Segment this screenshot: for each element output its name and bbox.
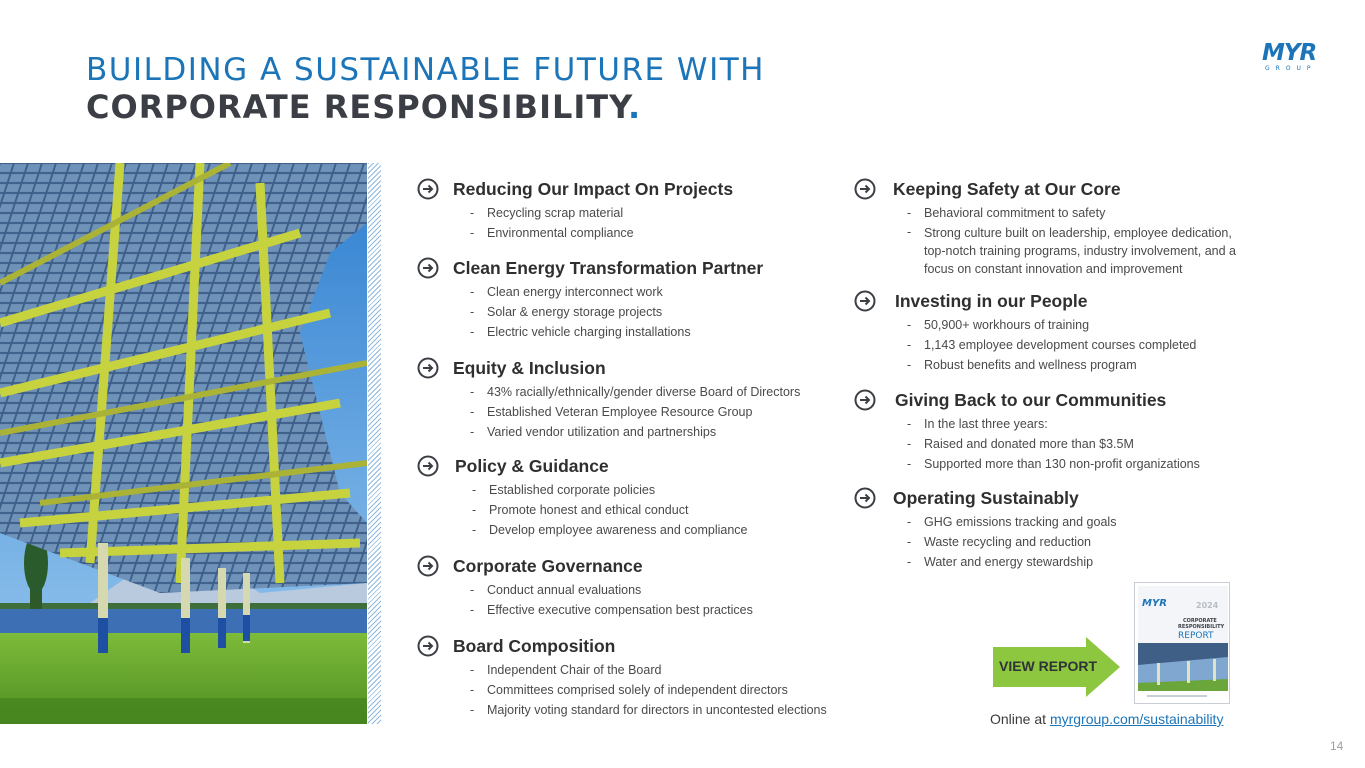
bullet-list xyxy=(470,580,753,620)
page-title-line1: BUILDING A SUSTAINABLE FUTURE WITH xyxy=(86,52,765,88)
list-item: - Robust benefits and wellness program xyxy=(907,355,1196,375)
list-item: - Promote honest and ethical conduct xyxy=(472,500,747,520)
logo-mark: MYR xyxy=(1262,40,1317,66)
list-item: - Environmental compliance xyxy=(470,223,733,243)
section-operating-sustainably xyxy=(854,486,1116,572)
circle-arrow-icon xyxy=(417,635,439,657)
section-corporate-governance xyxy=(417,554,753,620)
thumb-title-line1: CORPORATE xyxy=(1183,618,1217,624)
section-title: Investing in our People xyxy=(895,290,1088,311)
thumb-logo: MYR xyxy=(1142,598,1167,609)
list-item: - Solar & energy storage projects xyxy=(470,302,763,322)
circle-arrow-icon xyxy=(417,555,439,577)
bullet-list xyxy=(470,203,733,243)
circle-arrow-icon xyxy=(854,178,876,200)
section-board-composition xyxy=(417,634,827,720)
circle-arrow-icon xyxy=(417,257,439,279)
bullet-list xyxy=(907,315,1196,375)
section-people xyxy=(854,289,1196,375)
section-title: Equity & Inclusion xyxy=(453,357,606,378)
list-item: - Majority voting standard for directors in uncontested elections xyxy=(470,700,827,720)
myr-group-logo xyxy=(1262,42,1324,72)
thumb-year: 2024 xyxy=(1196,601,1219,610)
bullet-list xyxy=(907,512,1116,572)
thumb-title-line2: RESPONSIBILITY xyxy=(1178,624,1225,630)
circle-arrow-icon xyxy=(417,178,439,200)
section-equity-inclusion xyxy=(417,356,800,442)
circle-arrow-icon xyxy=(854,487,876,509)
section-title: Reducing Our Impact On Projects xyxy=(453,178,734,199)
page-title-line2 xyxy=(86,88,641,126)
section-communities xyxy=(854,388,1200,474)
list-item: - Independent Chair of the Board xyxy=(470,660,827,680)
list-item: - Committees comprised solely of independent directors xyxy=(470,680,827,700)
list-item: - Conduct annual evaluations xyxy=(470,580,753,600)
page-title-emphasis: CORPORATE RESPONSIBILITY xyxy=(86,88,628,126)
section-title: Keeping Safety at Our Core xyxy=(893,178,1121,199)
decorative-hatch-strip xyxy=(368,163,381,724)
view-report-button[interactable]: VIEW REPORT xyxy=(998,658,1097,674)
online-prefix: Online at xyxy=(990,711,1050,727)
list-item: - Behavioral commitment to safety xyxy=(907,203,1252,223)
section-title: Operating Sustainably xyxy=(893,487,1079,508)
list-item: - Electric vehicle charging installations xyxy=(470,322,763,342)
list-item: - Varied vendor utilization and partnerships xyxy=(470,422,800,442)
list-item: - Effective executive compensation best practices xyxy=(470,600,753,620)
section-clean-energy xyxy=(417,256,763,342)
list-item: - In the last three years: xyxy=(907,414,1200,434)
section-title: Corporate Governance xyxy=(453,555,643,576)
section-title: Policy & Guidance xyxy=(455,455,609,476)
list-item: - Strong culture built on leadership, employee dedication, top-notch training programs, industry involvement, and a focus on constant innovation and improvement xyxy=(907,223,1252,278)
section-title: Board Composition xyxy=(453,635,616,656)
bullet-list xyxy=(470,282,763,342)
circle-arrow-icon xyxy=(417,455,439,477)
list-item: - Established Veteran Employee Resource Group xyxy=(470,402,800,422)
circle-arrow-icon xyxy=(417,357,439,379)
section-safety xyxy=(854,177,1252,278)
logo-subtext: GROUP xyxy=(1265,65,1317,72)
bullet-list xyxy=(472,480,747,540)
list-item: - 43% racially/ethnically/gender diverse Board of Directors xyxy=(470,382,800,402)
solar-canopy-photo xyxy=(0,163,367,724)
list-item: - Develop employee awareness and compliance xyxy=(472,520,747,540)
list-item: - GHG emissions tracking and goals xyxy=(907,512,1116,532)
sustainability-link[interactable]: myrgroup.com/sustainability xyxy=(1049,711,1224,727)
section-title: Clean Energy Transformation Partner xyxy=(453,257,764,278)
page-number: 14 xyxy=(1330,739,1344,753)
circle-arrow-icon xyxy=(854,389,876,411)
bullet-list xyxy=(470,382,800,442)
bullet-list xyxy=(907,414,1200,474)
section-title: Giving Back to our Communities xyxy=(895,389,1167,410)
list-item: - Raised and donated more than $3.5M xyxy=(907,434,1200,454)
thumb-title-line3: REPORT xyxy=(1178,631,1214,641)
list-item: - Water and energy stewardship xyxy=(907,552,1116,572)
list-item: - Established corporate policies xyxy=(472,480,747,500)
bullet-list xyxy=(470,660,827,720)
list-item: - Recycling scrap material xyxy=(470,203,733,223)
bullet-list xyxy=(907,203,1252,278)
report-cover-thumbnail[interactable] xyxy=(1134,582,1230,704)
list-item: - 1,143 employee development courses completed xyxy=(907,335,1196,355)
list-item: - 50,900+ workhours of training xyxy=(907,315,1196,335)
circle-arrow-icon xyxy=(854,290,876,312)
section-reducing-impact xyxy=(417,177,733,243)
section-policy-guidance xyxy=(417,454,747,540)
list-item: - Clean energy interconnect work xyxy=(470,282,763,302)
list-item: - Supported more than 130 non-profit organizations xyxy=(907,454,1200,474)
list-item: - Waste recycling and reduction xyxy=(907,532,1116,552)
online-link-line xyxy=(990,711,1223,727)
title-period: . xyxy=(627,88,642,126)
